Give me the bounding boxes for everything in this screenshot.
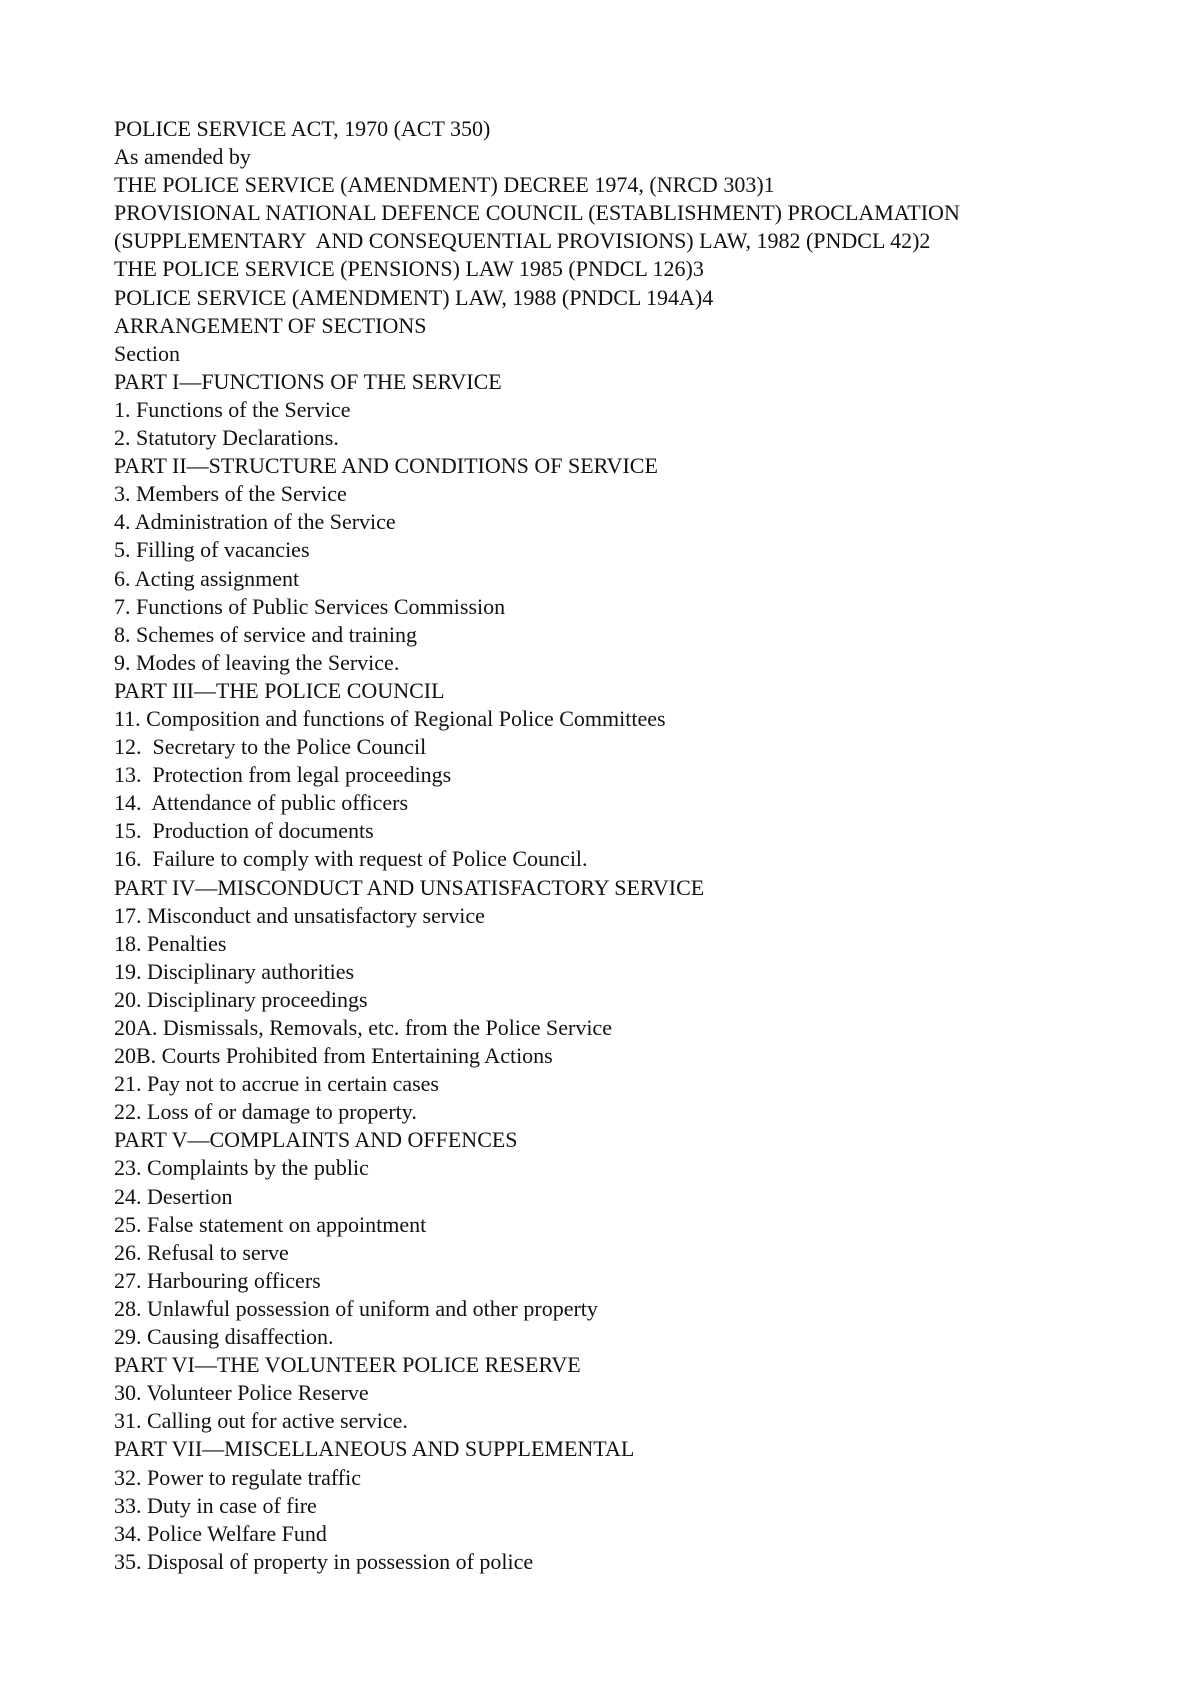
part-heading: PART II—STRUCTURE AND CONDITIONS OF SERVICE [114, 453, 658, 479]
section-entry: 20B. Courts Prohibited from Entertaining Actions [114, 1043, 553, 1069]
section-entry: 17. Misconduct and unsatisfactory service [114, 902, 485, 928]
section-entry: 21. Pay not to accrue in certain cases [114, 1071, 439, 1097]
section-entry: 33. Duty in case of fire [114, 1492, 317, 1518]
section-entry: 8. Schemes of service and training [114, 621, 418, 647]
section-entry: 31. Calling out for active service. [114, 1408, 408, 1434]
section-entry: 6. Acting assignment [114, 565, 300, 591]
section-entry: 13. Protection from legal proceedings [114, 762, 452, 788]
section-entry: 24. Desertion [114, 1183, 233, 1209]
amendment-line: THE POLICE SERVICE (AMENDMENT) DECREE 1974, (NRCD 303)1 [114, 172, 775, 198]
section-entry: 20. Disciplinary proceedings [114, 986, 368, 1012]
document-header [114, 115, 1114, 368]
section-entry: 15. Production of documents [114, 818, 374, 844]
section-entry: 19. Disciplinary authorities [114, 958, 355, 984]
amendment-line: THE POLICE SERVICE (PENSIONS) LAW 1985 (PNDCL 126)3 [114, 256, 704, 282]
section-entry: 1. Functions of the Service [114, 396, 351, 422]
section-entry: 5. Filling of vacancies [114, 537, 310, 563]
part-heading: PART III—THE POLICE COUNCIL [114, 677, 445, 703]
section-entry: 32. Power to regulate traffic [114, 1464, 362, 1490]
document-page [114, 115, 1114, 1576]
part-heading: PART VI—THE VOLUNTEER POLICE RESERVE [114, 1352, 581, 1378]
section-entry: 4. Administration of the Service [114, 509, 396, 535]
section-entry: 7. Functions of Public Services Commission [114, 593, 506, 619]
part-heading: PART IV—MISCONDUCT AND UNSATISFACTORY SERVICE [114, 874, 705, 900]
section-entry: 29. Causing disaffection. [114, 1324, 334, 1350]
section-entry: 27. Harbouring officers [114, 1267, 321, 1293]
arrangement-heading: ARRANGEMENT OF SECTIONS [114, 312, 427, 338]
section-entry: 34. Police Welfare Fund [114, 1520, 327, 1546]
section-entry: 23. Complaints by the public [114, 1155, 369, 1181]
section-entry: 35. Disposal of property in possession of police [114, 1548, 534, 1574]
section-entry: 2. Statutory Declarations. [114, 425, 339, 451]
part-heading: PART VII—MISCELLANEOUS AND SUPPLEMENTAL [114, 1436, 635, 1462]
section-entry: 30. Volunteer Police Reserve [114, 1380, 369, 1406]
section-entry: 9. Modes of leaving the Service. [114, 649, 400, 675]
section-label: Section [114, 340, 180, 366]
amendment-line: PROVISIONAL NATIONAL DEFENCE COUNCIL (ESTABLISHMENT) PROCLAMATION [114, 200, 960, 226]
section-entry: 14. Attendance of public officers [114, 790, 409, 816]
act-title: POLICE SERVICE ACT, 1970 (ACT 350) [114, 116, 491, 141]
section-entry: 20A. Dismissals, Removals, etc. from the Police Service [114, 1015, 612, 1040]
section-entry: 3. Members of the Service [114, 481, 347, 507]
section-entry: 25. False statement on appointment [114, 1211, 427, 1237]
amendment-line: POLICE SERVICE (AMENDMENT) LAW, 1988 (PNDCL 194A)4 [114, 284, 714, 310]
section-entry: 12. Secretary to the Police Council [114, 734, 427, 760]
table-of-contents [114, 368, 1114, 1576]
section-entry: 22. Loss of or damage to property. [114, 1099, 417, 1125]
section-entry: 18. Penalties [114, 930, 227, 956]
amendment-line: (SUPPLEMENTARY AND CONSEQUENTIAL PROVISIONS) LAW, 1982 (PNDCL 42)2 [114, 228, 931, 254]
section-entry: 16. Failure to comply with request of Police Council. [114, 846, 588, 872]
part-heading: PART I—FUNCTIONS OF THE SERVICE [114, 368, 502, 394]
amended-by-label: As amended by [114, 144, 251, 170]
section-entry: 28. Unlawful possession of uniform and other property [114, 1295, 598, 1321]
section-entry: 26. Refusal to serve [114, 1239, 289, 1265]
part-heading: PART V—COMPLAINTS AND OFFENCES [114, 1127, 518, 1153]
section-entry: 11. Composition and functions of Regional Police Committees [114, 705, 666, 731]
